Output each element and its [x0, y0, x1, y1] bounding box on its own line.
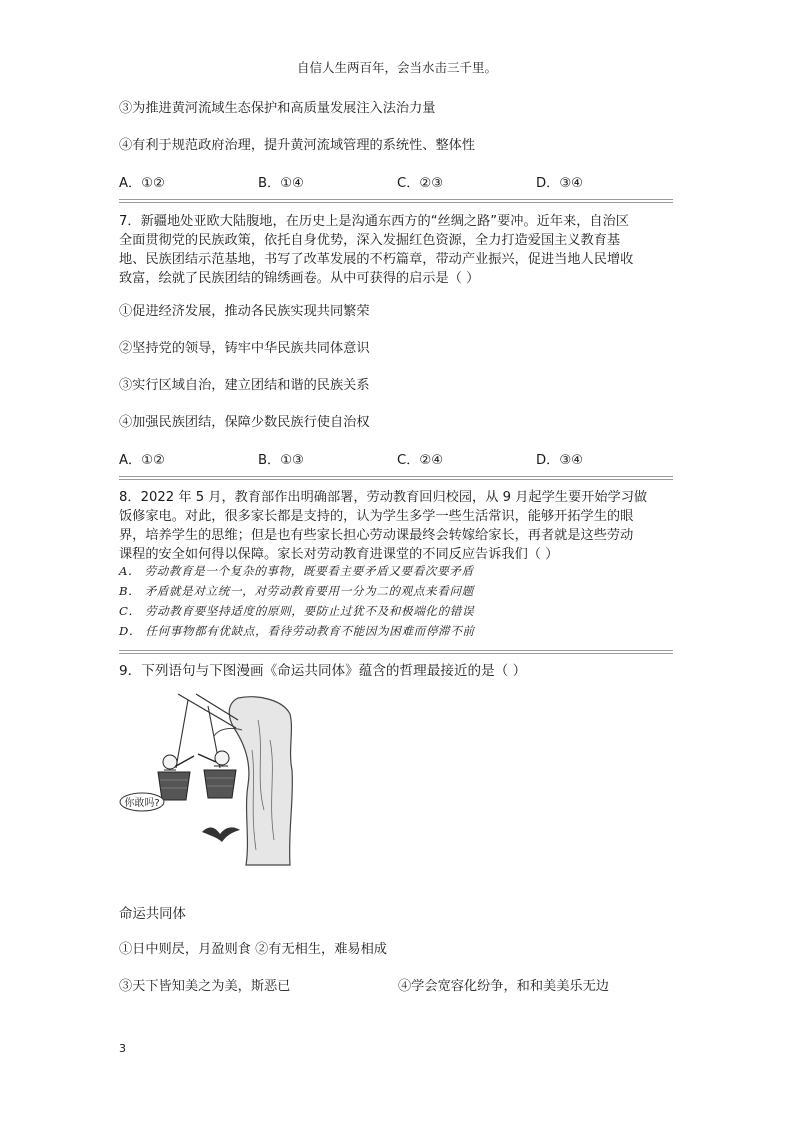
q8-stem-line-2: 饭修家电。对此，很多家长都是支持的，认为学生多学一些生活常识，能够开拓学生的眼: [119, 509, 634, 524]
q8-option-b[interactable]: B． 矛盾就是对立统一，对劳动教育要用一分为二的观点来看问题: [119, 584, 474, 598]
q6-option-d[interactable]: D．③④: [536, 176, 583, 191]
q8-option-a[interactable]: A． 劳动教育是一个复杂的事物，既要看主要矛盾又要看次要矛盾: [119, 564, 474, 578]
q6-option-b[interactable]: B．①④: [258, 176, 304, 191]
q7-item-2: ②坚持党的领导，铸牢中华民族共同体意识: [119, 341, 370, 356]
speech-bubble-text: 你敢吗?: [124, 798, 160, 809]
q9-items-1-2: ①日中则昃，月盈则食 ②有无相生，难易相成: [119, 942, 387, 957]
q8-stem-line-1: 8．2022 年 5 月，教育部作出明确部署，劳动教育回归校园，从 9 月起学生要开始学习做: [119, 490, 648, 505]
cartoon-caption: 命运共同体: [119, 907, 186, 922]
q7-item-4: ④加强民族团结，保障少数民族行使自治权: [119, 415, 370, 430]
q7-option-a[interactable]: A．①②: [119, 453, 165, 468]
q9-item-3: ③天下皆知美之为美，斯恶已: [119, 979, 291, 994]
q7-item-1: ①促进经济发展，推动各民族实现共同繁荣: [119, 304, 370, 319]
page-number: 3: [119, 1042, 126, 1055]
q9-stem: 9．下列语句与下图漫画《命运共同体》蕴含的哲理最接近的是（ ）: [119, 663, 527, 679]
q8-stem-line-4: 课程的安全如何得以保障。家长对劳动教育进课堂的不同反应告诉我们（ ）: [119, 547, 559, 562]
q7-item-3: ③实行区域自治，建立团结和谐的民族关系: [119, 378, 370, 393]
q9-item-4: ④学会宽容化纷争，和和美美乐无边: [398, 979, 609, 994]
q6-item-4: ④有利于规范政府治理，提升黄河流域管理的系统性、整体性: [119, 138, 476, 153]
q7-stem-line-4: 致富，绘就了民族团结的锦绣画卷。从中可获得的启示是（ ）: [119, 271, 480, 286]
q8-option-c[interactable]: C． 劳动教育要坚持适度的原则，要防止过犹不及和极端化的错误: [119, 604, 475, 618]
q7-option-b[interactable]: B．①③: [258, 453, 304, 468]
q7-option-d[interactable]: D．③④: [536, 453, 583, 468]
q6-option-a[interactable]: A．①②: [119, 176, 165, 191]
cartoon-image: [118, 690, 296, 870]
q6-option-c[interactable]: C．②③: [397, 176, 444, 191]
q7-stem-line-2: 全面贯彻党的民族政策，依托自身优势，深入发掘红色资源，全力打造爱国主义教育基: [119, 233, 621, 248]
q6-item-3: ③为推进黄河流域生态保护和高质量发展注入法治力量: [119, 101, 436, 116]
q7-stem-line-3: 地、民族团结示范基地，书写了改革发展的不朽篇章，带动产业振兴，促进当地人民增收: [119, 252, 634, 267]
divider: [119, 476, 673, 480]
page-header-motto: 自信人生两百年，会当水击三千里。: [296, 60, 497, 75]
divider: [119, 650, 673, 654]
divider: [119, 199, 673, 203]
q7-stem-line-1: 7．新疆地处亚欧大陆腹地，在历史上是沟通东西方的“丝绸之路”要冲。近年来，自治区: [119, 214, 629, 229]
q8-option-d[interactable]: D． 任何事物都有优缺点，看待劳动教育不能因为困难而停滞不前: [119, 624, 475, 638]
q8-stem-line-3: 界，培养学生的思维；但是也有些家长担心劳动课最终会转嫁给家长，再者就是这些劳动: [119, 528, 634, 543]
q7-option-c[interactable]: C．②④: [397, 453, 444, 468]
